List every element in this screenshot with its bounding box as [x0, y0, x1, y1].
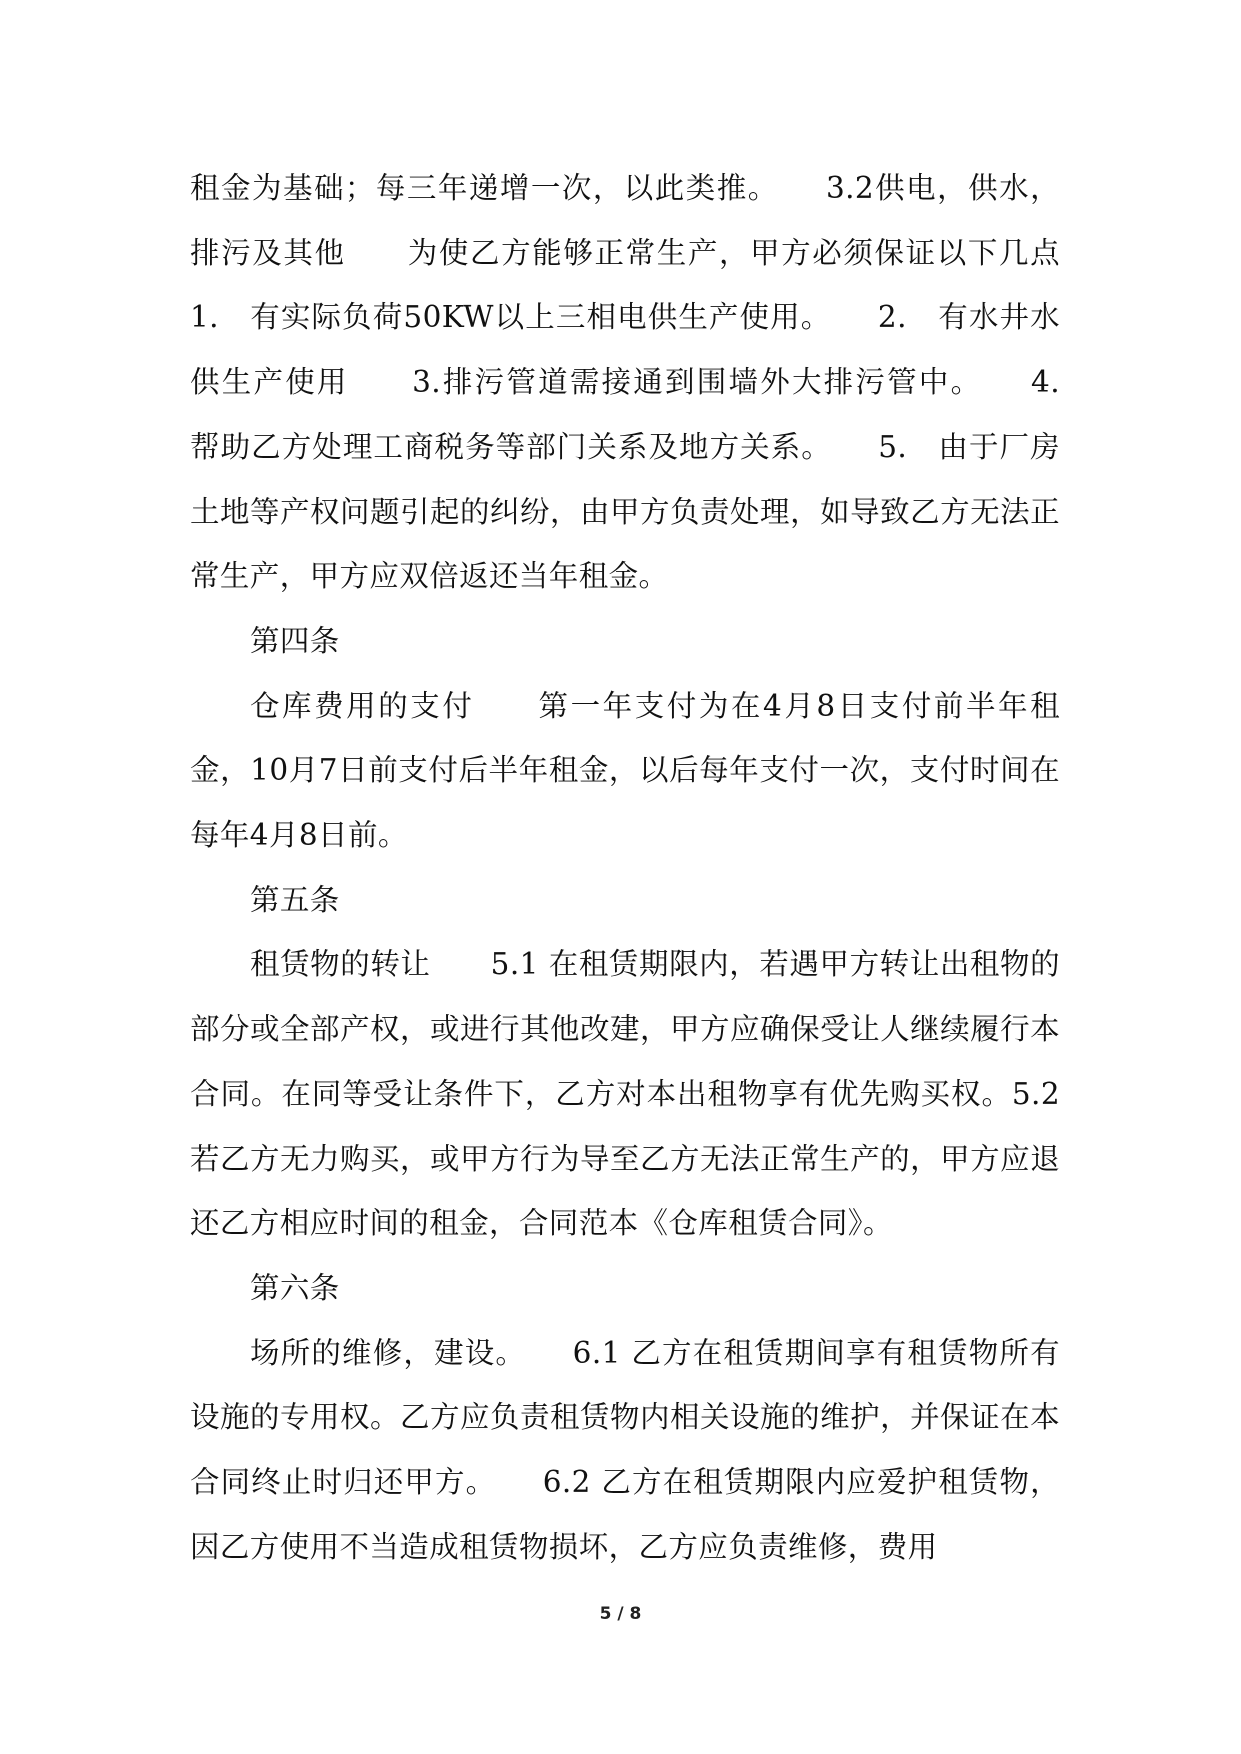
page-number: 5 / 8 — [599, 1604, 642, 1624]
paragraph-transfer: 租赁物的转让 5.1 在租赁期限内，若遇甲方转让出租物的部分或全部产权，或进行其他改建，甲方应确保受让人继续履行本合同。在同等受让条件下，乙方对本出租物享有优先购买权。5.2若乙方无力购买，或甲方行为导至乙方无法正常生产的，甲方应退还乙方相应时间的租金，合同范本《仓库租赁合同》。 — [190, 947, 1060, 1241]
paragraph-rent-and-utilities: 租金为基础；每三年递增一次，以此类推。 3.2供电，供水，排污及其他 为使乙方能够正常生产，甲方必须保证以下几点 1. 有实际负荷50KW以上三相电供生产使用。 2. 有水井水供生产使用 3.排污管道需接通到围墙外大排污管中。 4. 帮助乙方处理工商税务等部门关系及地方关系。 5. 由于厂房土地等产权问题引起的纠纷，由甲方负责处理，如导致乙方无法正常生产，甲方应双倍返还当年租金。 — [190, 171, 1090, 594]
paragraph-payment: 仓库费用的支付 第一年支付为在4月8日支付前半年租金，10月7日前支付后半年租金，以后每年支付一次，支付时间在每年4月8日前。 — [190, 688, 1060, 853]
heading-article-5: 第五条 — [250, 882, 340, 917]
heading-article-6: 第六条 — [250, 1270, 340, 1305]
document-body — [190, 156, 1090, 1579]
heading-article-4: 第四条 — [250, 623, 340, 658]
paragraph-maintenance: 场所的维修，建设。 6.1 乙方在租赁期间享有租赁物所有设施的专用权。乙方应负责租赁物内相关设施的维护，并保证在本合同终止时归还甲方。 6.2 乙方在租赁期限内应爱护租赁物，因乙方使用不当造成租赁物损坏，乙方应负责维修，费用 — [190, 1335, 1060, 1564]
